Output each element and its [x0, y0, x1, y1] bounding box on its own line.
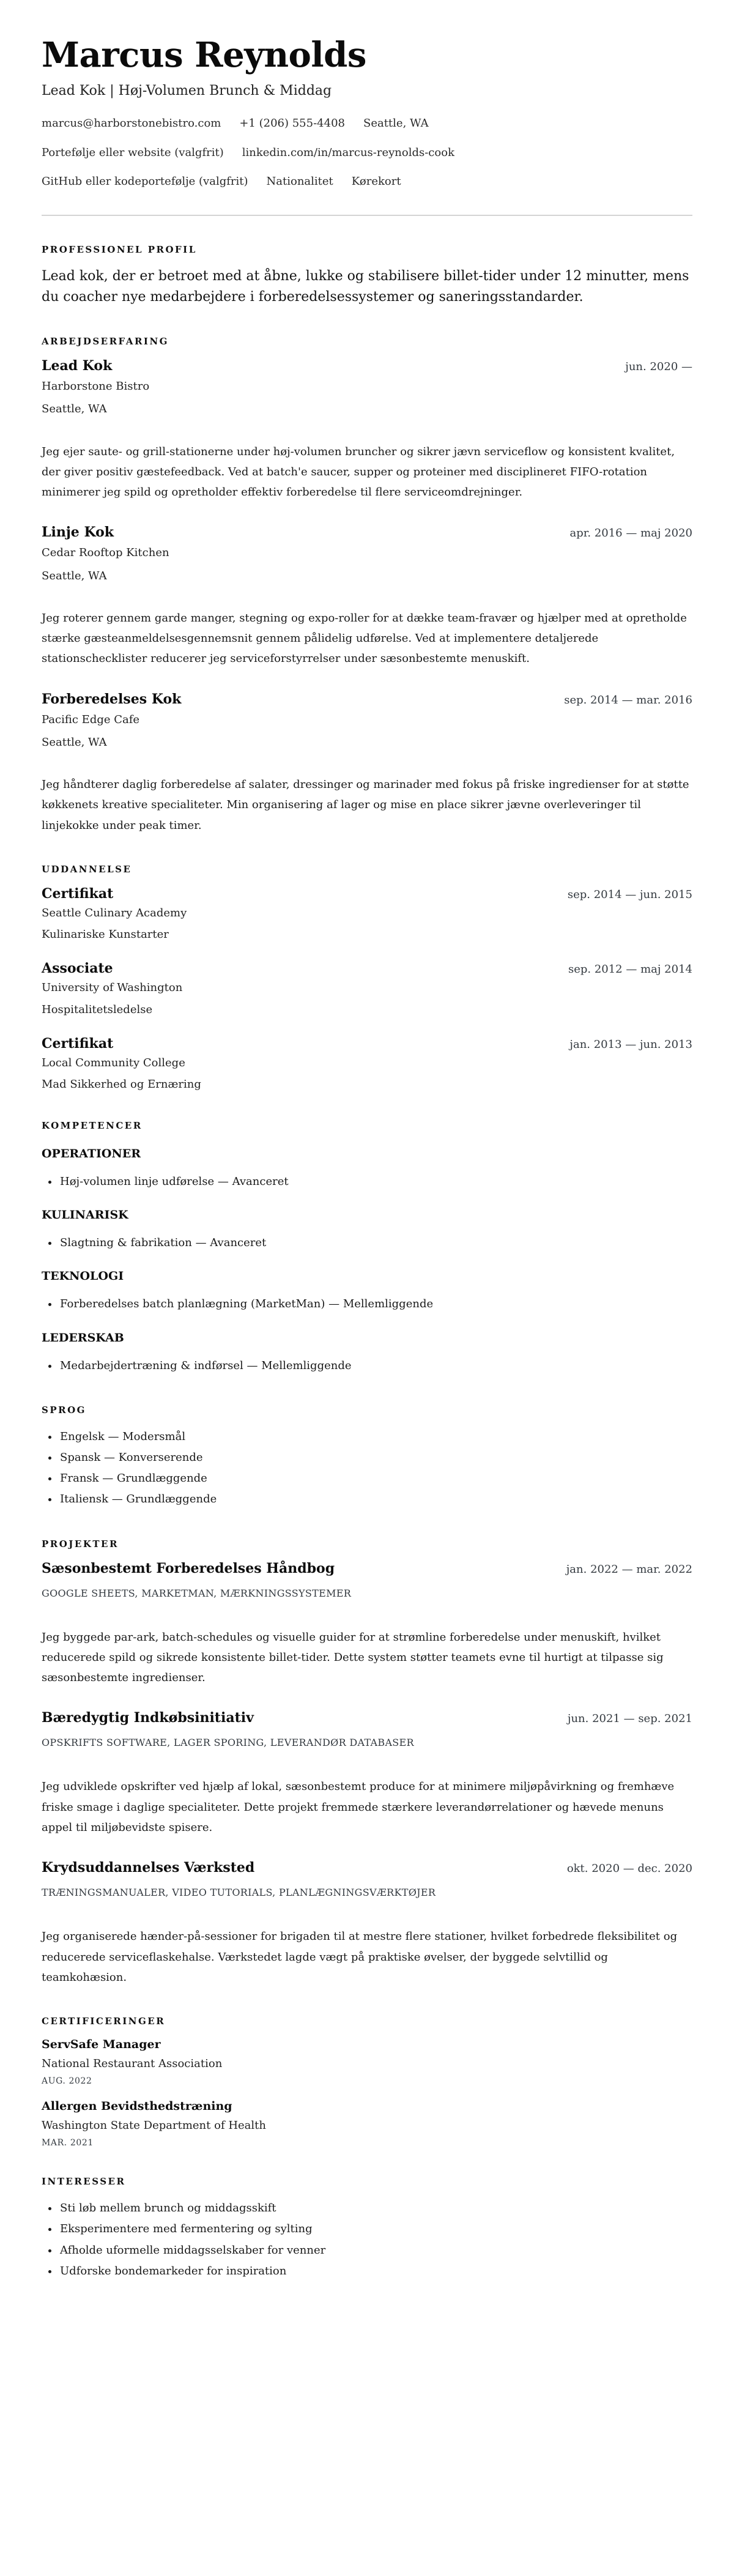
school-name: University of Washington — [42, 981, 183, 995]
section-title: CERTIFICERINGER — [42, 2016, 166, 2027]
certification-entry — [42, 2038, 692, 2086]
interest-item: • Eksperimentere med fermentering og sylting — [59, 2219, 692, 2240]
project-tech: GOOGLE SHEETS, MARKETMAN, MÆRKNINGSSYSTEMER — [42, 1587, 352, 1599]
job-location: Seattle, WA — [42, 735, 107, 749]
certification-name: ServSafe Manager — [42, 2038, 161, 2052]
project-name: Bæredygtig Indkøbsinitiativ — [42, 1710, 254, 1726]
section-title: UDDANNELSE — [42, 863, 132, 875]
contact-linkedin[interactable]: linkedin.com/in/marcus-reynolds-cook — [242, 146, 454, 159]
interest-list — [42, 2198, 692, 2282]
experience-entry — [42, 358, 692, 502]
project-entry — [42, 1710, 692, 1838]
candidate-headline: Lead Kok | Høj-Volumen Brunch & Middag — [42, 83, 332, 99]
project-description: Jeg udviklede opskrifter ved hjælp af lokal, sæsonbestemt produce for at minimere miljøpåvirkning og fremhæve friske smage i daglige specialiteter. Dette projekt fremmede stærkere leverandørrelationer og hævede menuns appel til miljøbevidste spisere. — [42, 1780, 675, 1835]
degree-title: Certifikat — [42, 885, 114, 902]
certification-date: AUG. 2022 — [42, 2076, 92, 2087]
language-list — [42, 1427, 692, 1510]
project-entry — [42, 1860, 692, 1988]
degree-title: Associate — [42, 960, 113, 977]
skill-list — [42, 1233, 692, 1253]
job-location: Seattle, WA — [42, 403, 107, 416]
contact-row — [42, 145, 692, 160]
experience-section — [42, 336, 692, 836]
certification-entry — [42, 2099, 692, 2148]
education-dates: sep. 2014 — jun. 2015 — [567, 888, 692, 901]
education-entry — [42, 886, 692, 942]
project-tech: TRÆNINGSMANUALER, VIDEO TUTORIALS, PLANLÆGNINGSVÆRKTØJER — [42, 1887, 436, 1899]
contact-portfolio[interactable]: Portefølje eller website (valgfrit) — [42, 146, 224, 159]
education-entry — [42, 1036, 692, 1092]
project-dates: okt. 2020 — dec. 2020 — [566, 1862, 692, 1876]
skill-group-title: TEKNOLOGI — [42, 1269, 124, 1283]
contact-row — [42, 174, 692, 189]
project-description: Jeg organiserede hænder-på-sessioner for brigaden til at mestre flere stationer, hvilket forbedrede fleksibilitet og reducerede serviceflaskehalse. Værkstedet lagde vægt på praktiske øvelser, der byggede selvtillid og teamkohæsion. — [42, 1930, 678, 1984]
contact-drivers-license: Kørekort — [351, 174, 401, 188]
study-field: Hospitalitetsledelse — [42, 1003, 153, 1016]
project-dates: jan. 2022 — mar. 2022 — [566, 1562, 692, 1576]
interests-section — [42, 2176, 692, 2282]
skill-item: • Slagtning & fabrikation — Avanceret — [59, 1233, 692, 1253]
contact-nationality: Nationalitet — [266, 174, 333, 188]
job-title: Forberedelses Kok — [42, 691, 182, 707]
job-description: Jeg håndterer daglig forberedelse af salater, dressinger og marinader med fokus på friske ingredienser for at støtte køkkenets kreative specialiteter. Min organisering af lager og mise en place sikrer jævne overleveringer til linjekokke under peak timer. — [42, 778, 689, 832]
skills-section — [42, 1120, 692, 1376]
section-title: ARBEJDSERFARING — [42, 336, 169, 347]
job-dates: apr. 2016 — maj 2020 — [569, 527, 692, 540]
education-section — [42, 864, 692, 1092]
project-name: Krydsuddannelses Værksted — [42, 1860, 255, 1876]
study-field: Kulinariske Kunstarter — [42, 928, 169, 941]
skill-list — [42, 1171, 692, 1192]
contact-location: Seattle, WA — [363, 117, 429, 130]
education-dates: sep. 2012 — maj 2014 — [568, 963, 692, 976]
job-title: Linje Kok — [42, 524, 114, 541]
skill-group-title: LEDERSKAB — [42, 1331, 124, 1345]
language-item: • Fransk — Grundlæggende — [59, 1468, 692, 1489]
skill-group-title: KULINARISK — [42, 1208, 128, 1222]
project-entry — [42, 1561, 692, 1688]
section-title: KOMPETENCER — [42, 1120, 143, 1132]
language-item: • Italiensk — Grundlæggende — [59, 1489, 692, 1510]
contact-phone[interactable]: +1 (206) 555-4408 — [239, 117, 345, 130]
experience-entry — [42, 691, 692, 836]
language-item: • Engelsk — Modersmål — [59, 1427, 692, 1447]
section-title: SPROG — [42, 1404, 86, 1416]
contact-email[interactable]: marcus@harborstonebistro.com — [42, 117, 221, 130]
header-divider — [42, 215, 692, 216]
job-dates: jun. 2020 — — [625, 360, 692, 374]
education-dates: jan. 2013 — jun. 2013 — [569, 1037, 692, 1051]
certification-date: MAR. 2021 — [42, 2138, 94, 2148]
project-dates: jun. 2021 — sep. 2021 — [567, 1712, 692, 1726]
resume-header — [42, 35, 692, 189]
languages-section — [42, 1405, 692, 1510]
contact-row — [42, 116, 692, 131]
language-item: • Spansk — Konverserende — [59, 1447, 692, 1468]
section-title: INTERESSER — [42, 2176, 126, 2188]
section-title: PROFESSIONEL PROFIL — [42, 243, 197, 255]
certification-name: Allergen Bevidsthedstræning — [42, 2099, 232, 2114]
profile-summary: Lead kok, der er betroet med at åbne, lukke og stabilisere billet-tider under 12 minutter, mens du coacher nye medarbejdere i forberedelsessystemer og saneringsstandarder. — [42, 268, 689, 305]
skill-item: • Medarbejdertræning & indførsel — Mellemliggende — [59, 1356, 692, 1376]
school-name: Seattle Culinary Academy — [42, 906, 187, 919]
interest-item: • Afholde uformelle middagsselskaber for venner — [59, 2240, 692, 2261]
skill-item: • Høj-volumen linje udførelse — Avanceret — [59, 1171, 692, 1192]
candidate-name: Marcus Reynolds — [42, 35, 366, 75]
degree-title: Certifikat — [42, 1035, 114, 1052]
certifications-section — [42, 2016, 692, 2148]
job-description: Jeg roterer gennem garde manger, stegning og expo-roller for at dække team-fravær og hjælper med at opretholde stærke gæsteanmeldelsesgennemsnit gennem pålidelig udførelse. Ved at implementere detaljerede stationschecklister reducerer jeg serviceforstyrrelser under sæsonbestemte menuskift. — [42, 611, 687, 666]
skill-item: • Forberedelses batch planlægning (MarketMan) — Mellemliggende — [59, 1294, 692, 1315]
skill-group-title: OPERATIONER — [42, 1147, 141, 1161]
project-description: Jeg byggede par-ark, batch-schedules og visuelle guider for at strømline forberedelse under menuskift, hvilket reducerede spild og sikrede konsistente billet-tider. Dette system støtter teamets evne til hurtigt at tilpasse sig sæsonbestemte ingredienser. — [42, 1630, 664, 1685]
experience-entry — [42, 524, 692, 669]
job-dates: sep. 2014 — mar. 2016 — [564, 693, 692, 707]
job-title: Lead Kok — [42, 358, 113, 374]
contact-github[interactable]: GitHub eller kodeportefølje (valgfrit) — [42, 174, 248, 188]
skill-list — [42, 1294, 692, 1315]
project-tech: OPSKRIFTS SOFTWARE, LAGER SPORING, LEVERANDØR DATABASER — [42, 1737, 414, 1749]
school-name: Local Community College — [42, 1056, 185, 1069]
skill-list — [42, 1356, 692, 1376]
education-entry — [42, 960, 692, 1017]
projects-section — [42, 1539, 692, 1988]
interest-item: • Sti løb mellem brunch og middagsskift — [59, 2198, 692, 2219]
interest-item: • Udforske bondemarkeder for inspiration — [59, 2261, 692, 2282]
profile-section — [42, 244, 692, 308]
job-description: Jeg ejer saute- og grill-stationerne under høj-volumen bruncher og sikrer jævn serviceflow og konsistent kvalitet, der giver positiv gæstefeedback. Ved at batch'e saucer, supper og proteiner med disciplineret FIFO-rotation minimerer jeg spild og opretholder effektiv forberedelse til flere serviceomdrejninger. — [42, 445, 675, 499]
job-location: Seattle, WA — [42, 569, 107, 582]
project-name: Sæsonbestemt Forberedelses Håndbog — [42, 1560, 335, 1576]
study-field: Mad Sikkerhed og Ernæring — [42, 1077, 201, 1091]
job-company: Harborstone Bistro — [42, 380, 150, 393]
job-company: Cedar Rooftop Kitchen — [42, 546, 169, 560]
section-title: PROJEKTER — [42, 1538, 119, 1550]
certification-issuer: National Restaurant Association — [42, 2057, 223, 2071]
certification-issuer: Washington State Department of Health — [42, 2119, 266, 2132]
job-company: Pacific Edge Cafe — [42, 713, 140, 726]
